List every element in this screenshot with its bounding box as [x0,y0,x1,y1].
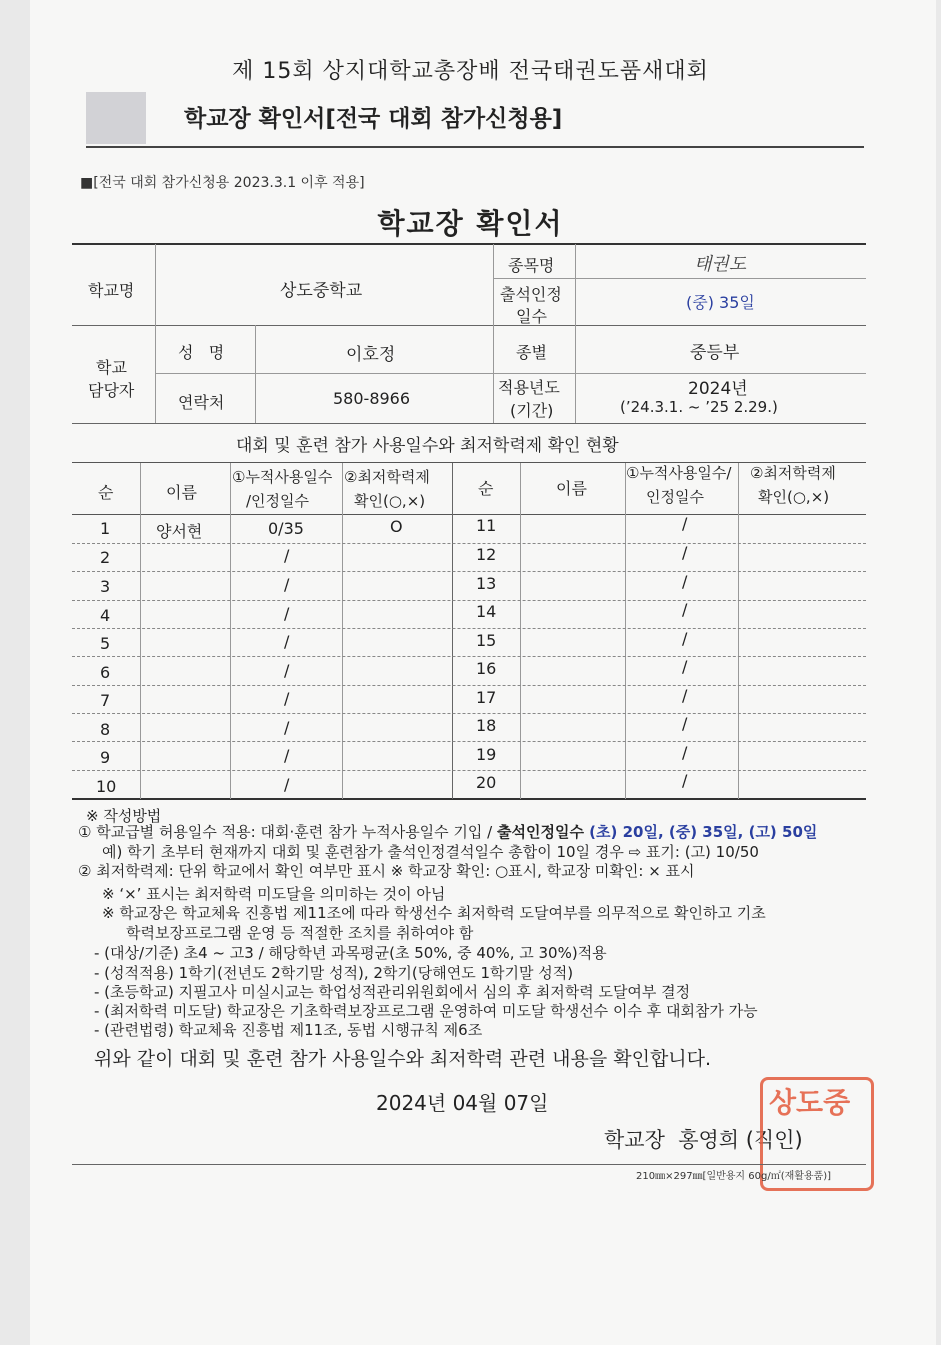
row-days-right: / [682,714,688,733]
row-days-right: / [682,514,688,533]
row-no-right: 18 [476,716,497,735]
info-vline [155,244,156,423]
category-label: 종별 [516,343,547,362]
row-days-right: / [682,543,688,562]
info-line [155,373,866,374]
row-no-right: 12 [476,545,497,564]
row-no: 5 [100,634,111,653]
col-header-check-right: ②최저학력제 [750,464,836,482]
school-label: 학교명 [88,281,135,300]
col-header-check-right-2: 확인(○,×) [758,488,830,506]
record-vline [140,463,141,799]
col-header-days-right: ①누적사용일수/ [626,464,732,482]
row-days-right: / [682,600,688,619]
row-no: 10 [96,777,117,796]
contact-label: 연락처 [178,393,225,412]
date: 2024년 04월 07일 [376,1091,549,1115]
row-no: 8 [100,720,111,739]
row-divider [72,600,866,601]
row-divider [72,628,866,629]
row-days: / [284,546,290,565]
col-header-name: 이름 [166,483,197,502]
row-divider [72,770,866,771]
row-days: / [284,746,290,765]
seal-text: 상도중 [769,1086,851,1119]
row-days: 0/35 [268,519,304,538]
attend-label-2: 일수 [516,307,547,326]
row-days: / [284,575,290,594]
record-vline [520,463,521,799]
confirm-text: 위와 같이 대회 및 훈련 참가 사용일수와 최저학력 관련 내용을 확인합니다. [94,1048,712,1070]
info-line [493,278,866,279]
row-check: O [390,517,403,536]
row-no: 6 [100,663,111,682]
row-no-right: 15 [476,631,497,650]
row-days-right: / [682,629,688,648]
event-label: 종목명 [508,256,555,275]
manager-label: 학교 [96,358,127,377]
detail-5: - (관련법령) 학교체육 진흥법 제11조, 동법 시행규칙 제6조 [94,1021,483,1039]
record-vline [625,463,626,799]
notes-heading: ※ 작성방법 [86,807,162,825]
header-accent-box [86,92,146,144]
row-no-right: 17 [476,688,497,707]
footer-divider [72,1164,866,1165]
row-no: 4 [100,606,111,625]
info-line [72,423,866,424]
record-vline [452,463,453,799]
signature: 학교장 홍영희 (직인) [604,1128,803,1152]
row-no: 9 [100,748,111,767]
row-days-right: / [682,572,688,591]
name-label: 성 명 [178,343,225,362]
row-no-right: 13 [476,574,497,593]
col-header-days-2: /인정일수 [246,492,310,510]
sub-title: 학교장 확인서[전국 대회 참가신청용] [184,106,563,132]
row-divider [72,656,866,657]
detail-2: - (성적적용) 1학기(전년도 2학기말 성적), 2학기(당해연도 1학기말 성적) [94,964,574,982]
row-divider [72,571,866,572]
col-header-days: ①누적사용일수 [232,468,333,486]
section-title: 대회 및 훈련 참가 사용일수와 최저학력제 확인 현황 [236,436,619,456]
note-2-sub2: ※ 학교장은 학교체육 진흥법 제11조에 따라 학생선수 최저학력 도달여부를 의무적으로 확인하고 기초 [102,904,766,922]
row-no-right: 20 [476,773,497,792]
col-header-name-right: 이름 [556,479,587,498]
detail-1: - (대상/기준) 초4 ~ 고3 / 해당학년 과목평균(초 50%, 중 40%, 고 30%)적용 [94,944,607,962]
row-days: / [284,718,290,737]
year-label-2: (기간) [510,401,554,420]
school-value: 상도중학교 [280,281,363,301]
col-header-days-right-2: 인정일수 [646,488,704,506]
row-divider [72,685,866,686]
row-days: / [284,775,290,794]
row-days: / [284,689,290,708]
info-line [72,325,866,326]
row-divider [72,741,866,742]
row-no: 7 [100,691,111,710]
record-table-bottom [72,798,866,800]
note-1-bold: 출석인정일수 [497,823,584,841]
detail-4: - (최저학력 미도달) 학교장은 기초학력보장프로그램 운영하여 미도달 학생선수 이수 후 대회참가 가능 [94,1002,758,1020]
row-days-right: / [682,686,688,705]
manager-label-2: 담당자 [88,381,135,400]
year-period: (’24.3.1. ~ ’25 2.29.) [620,398,778,416]
row-days-right: / [682,771,688,790]
col-header-no: 순 [98,483,114,502]
row-divider [72,543,866,544]
usage-note: ■[전국 대회 참가신청용 2023.3.1 이후 적용] [80,175,365,191]
record-vline [230,463,231,799]
name-value: 이호정 [346,345,396,365]
event-value: 태권도 [694,254,747,275]
note-1 [78,821,817,842]
record-vline [738,463,739,799]
row-days-right: / [682,657,688,676]
top-title: 제 15회 상지대학교총장배 전국태권도품새대회 [232,59,709,84]
info-vline [575,244,576,423]
row-divider [72,713,866,714]
row-no: 1 [100,519,111,538]
row-days-right: / [682,743,688,762]
note-2-sub1: ※ ‘×’ 표시는 최저학력 미도달을 의미하는 것이 아님 [102,885,446,903]
year-value: 2024년 [688,379,748,399]
info-vline [493,244,494,423]
record-header-bottom [72,514,866,515]
info-table-top [72,243,866,245]
row-name: 양서현 [156,522,203,541]
col-header-no-right: 순 [478,479,494,498]
note-1-example: 예) 학기 초부터 현재까지 대회 및 훈련참가 출석인정결석일수 총합이 10일 경우 ⇨ 표기: (고) 10/50 [102,843,759,861]
note-2-sub2-cont: 학력보장프로그램 운영 등 적절한 조치를 취하여야 함 [126,924,474,942]
record-table-top [72,462,866,463]
attend-value: (중) 35일 [686,293,755,312]
header-divider [86,146,864,148]
category-value: 중등부 [690,343,740,363]
row-days: / [284,604,290,623]
doc-title: 학교장 확인서 [377,207,564,240]
row-no-right: 16 [476,659,497,678]
col-header-check-2: 확인(○,×) [354,492,426,510]
row-days: / [284,632,290,651]
info-vline [255,325,256,423]
paper-spec: 210㎜×297㎜[일반용지 60g/㎡(재활용품)] [636,1171,832,1182]
row-no-right: 19 [476,745,497,764]
col-header-check: ②최저학력제 [344,468,430,486]
year-label: 적용년도 [498,378,560,397]
row-no: 3 [100,577,111,596]
row-no-right: 14 [476,602,497,621]
note-1-days: (초) 20일, (중) 35일, (고) 50일 [583,823,818,841]
attend-label: 출석인정 [500,285,562,304]
row-no-right: 11 [476,516,497,535]
note-2: ② 최저학력제: 단위 학교에서 확인 여부만 표시 ※ 학교장 확인: ○표시, 학교장 미확인: × 표시 [78,862,695,880]
record-vline [342,463,343,799]
note-1-prefix: ① 학교급별 허용일수 적용: 대회·훈련 참가 누적사용일수 기입 / [78,823,497,841]
detail-3: - (초등학교) 지필고사 미실시교는 학업성적관리위원회에서 심의 후 최저학력 도달여부 결정 [94,983,691,1001]
contact-value: 580-8966 [333,389,411,408]
row-days: / [284,661,290,680]
row-no: 2 [100,548,111,567]
